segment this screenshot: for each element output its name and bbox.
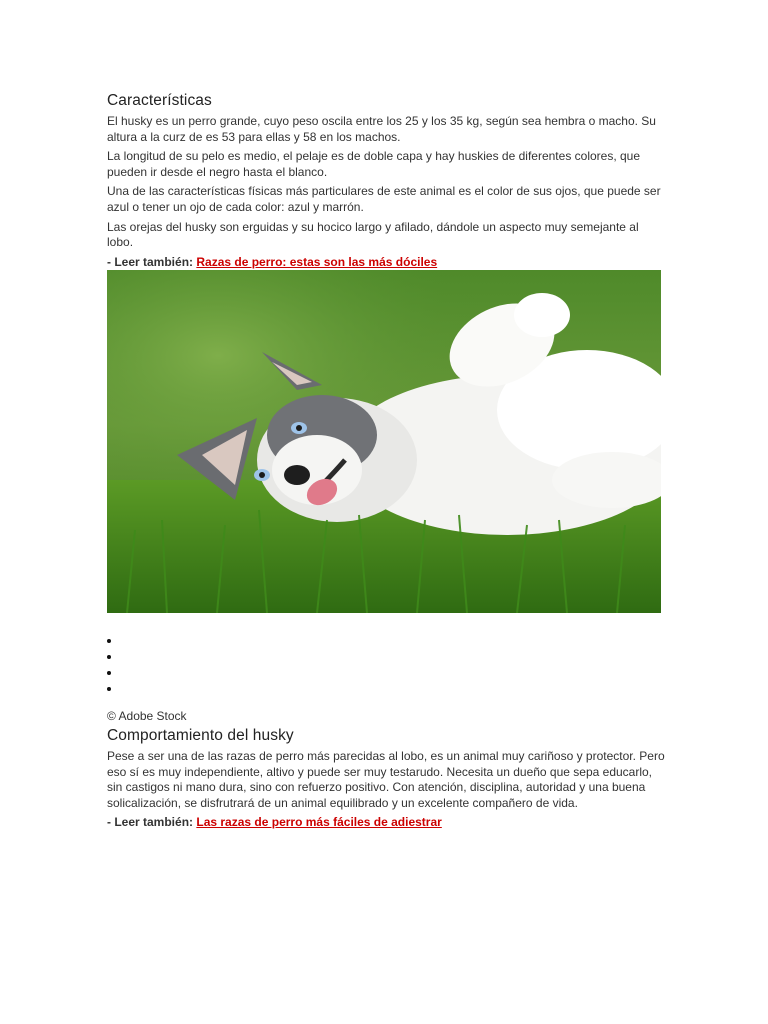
read-also-prefix: - Leer también: — [107, 815, 197, 830]
paragraph: Una de las características físicas más particulares de este animal es el color de sus ojos, que puede ser azul o tener un ojo de cada color: azul y marrón. — [107, 184, 661, 214]
list-item — [121, 681, 667, 697]
read-also-line — [107, 255, 667, 271]
section-comportamiento — [107, 727, 667, 831]
section-title-comportamiento: Comportamiento del husky — [107, 726, 294, 744]
husky-photo — [107, 270, 661, 613]
paragraph: Las orejas del husky son erguidas y su hocico largo y afilado, dándole un aspecto muy semejante al lobo. — [107, 219, 639, 250]
read-also-link-easy-train-breeds[interactable]: Las razas de perro más fáciles de adiestrar — [196, 815, 442, 830]
read-also-prefix: - Leer también: — [107, 254, 197, 269]
article-content — [107, 92, 667, 831]
read-also-link-docile-breeds[interactable]: Razas de perro: estas son las más dóciles — [196, 254, 438, 269]
list-item — [121, 633, 667, 649]
list-item — [121, 649, 667, 665]
paragraph: El husky es un perro grande, cuyo peso oscila entre los 25 y los 35 kg, según sea hembra o macho. Su altura a la curz de es 53 para ellas y 58 en los machos. — [107, 114, 656, 144]
empty-bullet-list — [107, 633, 667, 697]
paragraph: Pese a ser una de las razas de perro más parecidas al lobo, es un animal muy cariñoso y protector. Pero eso sí es muy independiente, altivo y puede ser muy testarudo. Necesita un dueño que sepa educarlo, sin castigos ni mano dura, sino con refuerzo positivo. Con atención, disciplina, autoridad y una buena solicalización, se disfrutrará de un animal equilibrado y un excelente compañero de vida. — [107, 748, 665, 810]
section-title-caracteristicas: Características — [107, 92, 212, 109]
photo-credit: © Adobe Stock — [107, 709, 187, 724]
list-item — [121, 665, 667, 681]
paragraph: La longitud de su pelo es medio, el pelaje es de doble capa y hay huskies de diferentes colores, que pueden ir desde el negro hasta el blanco. — [107, 149, 641, 179]
read-also-line — [107, 815, 667, 831]
